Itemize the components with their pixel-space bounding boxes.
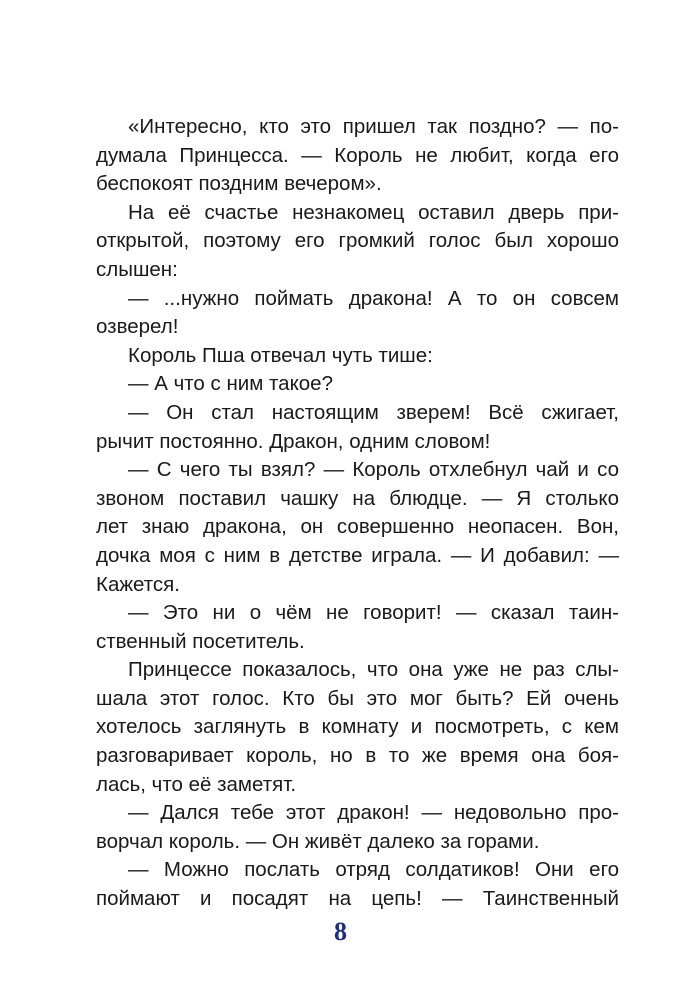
text-line: открытой, поэтому его громкий голос был хорошо xyxy=(96,229,619,253)
text-line: поймают и посадят на цепь! — Таинственный xyxy=(96,887,619,911)
paragraph xyxy=(96,399,619,456)
paragraph xyxy=(96,599,619,656)
paragraph xyxy=(96,199,619,285)
text-line: — А что с ним такое? xyxy=(128,372,333,396)
paragraph xyxy=(96,456,619,599)
paragraph xyxy=(96,113,619,199)
text-line: лет знаю дракона, он совершенно неопасен. Вон, xyxy=(96,515,619,539)
text-line: Король Пша отвечал чуть тише: xyxy=(128,343,433,367)
page-number: 8 xyxy=(334,917,347,946)
paragraph xyxy=(96,370,619,399)
text-line: — С чего ты взял? — Король отхлебнул чай и со xyxy=(128,458,619,482)
paragraph xyxy=(96,856,619,913)
text-line: звоном поставил чашку на блюдце. — Я столько xyxy=(96,486,619,510)
text-line: — Он стал настоящим зверем! Всё сжигает, xyxy=(128,400,619,424)
text-line: разговаривает король, но в то же время она боя- xyxy=(96,744,619,768)
text-line: слышен: xyxy=(96,257,178,281)
text-line: Кажется. xyxy=(96,572,180,596)
text-line: — Это ни о чём не говорит! — сказал таин- xyxy=(128,601,619,625)
paragraph xyxy=(96,656,619,799)
text-line: дочка моя с ним в детстве играла. — И добавил: — xyxy=(96,543,619,567)
text-line: хотелось заглянуть в комнату и посмотреть, с кем xyxy=(96,715,619,739)
text-line: — Дался тебе этот дракон! — недовольно про- xyxy=(128,801,619,825)
text-line: думала Принцесса. — Король не любит, когда его xyxy=(96,143,619,167)
text-line: — ...нужно поймать дракона! А то он совсем xyxy=(128,286,619,310)
paragraph xyxy=(96,342,619,371)
text-line: На её счастье незнакомец оставил дверь при- xyxy=(128,200,619,224)
text-line: беспокоят поздним вечером». xyxy=(96,172,382,196)
text-line: лась, что её заметят. xyxy=(96,772,297,796)
text-line: Принцессе показалось, что она уже не раз слы- xyxy=(128,658,619,682)
paragraph xyxy=(96,799,619,856)
text-line: озверел! xyxy=(96,315,179,339)
text-line: «Интересно, кто это пришел так поздно? — по- xyxy=(128,115,619,138)
text-line: ворчал король. — Он живёт далеко за горами. xyxy=(96,829,540,853)
text-line: шала этот голос. Кто бы это мог быть? Ей очень xyxy=(96,686,619,710)
page-text xyxy=(96,113,619,914)
paragraph xyxy=(96,285,619,342)
text-line: ственный посетитель. xyxy=(96,629,305,653)
text-line: — Можно послать отряд солдатиков! Они его xyxy=(128,858,619,882)
text-line: рычит постоянно. Дракон, одним словом! xyxy=(96,429,491,453)
